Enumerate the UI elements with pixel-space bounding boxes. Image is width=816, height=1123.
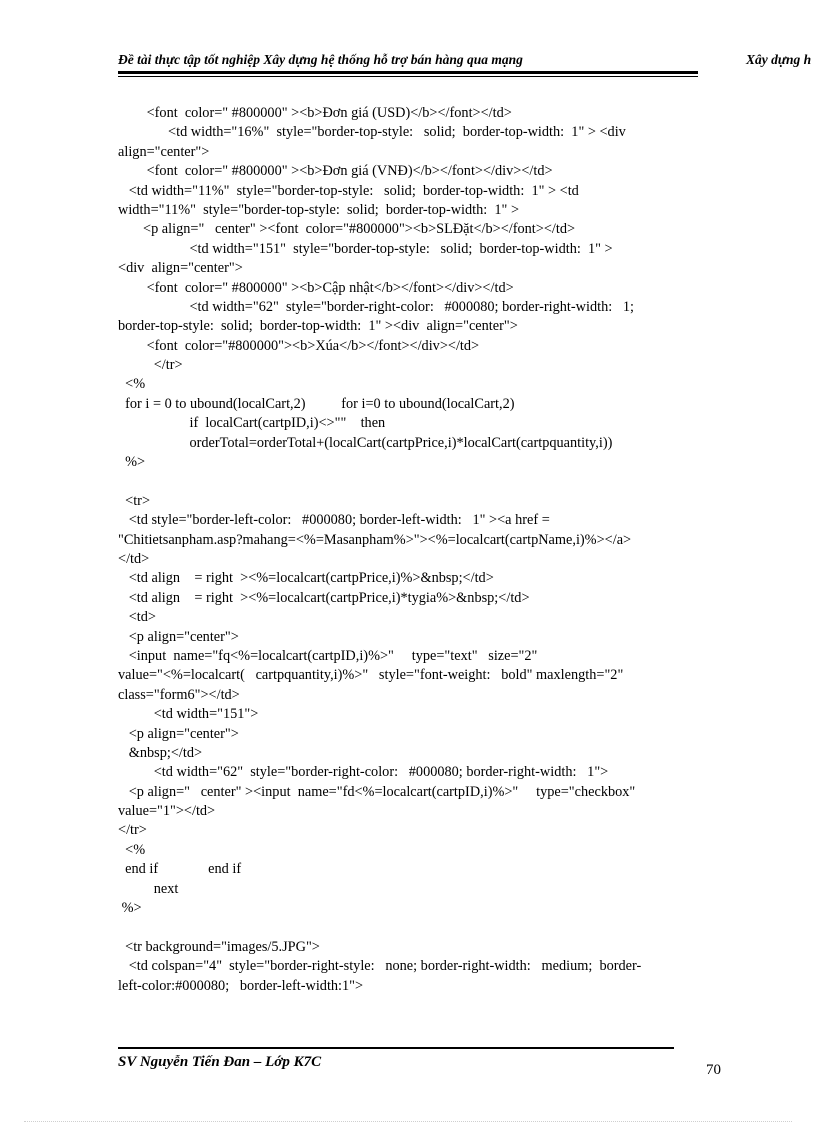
code-line: <td width="151" style="border-top-style: solid; border-top-width: 1" > <box>118 240 613 257</box>
footer-author: SV Nguyễn Tiến Đan – Lớp K7C <box>118 1054 322 1070</box>
code-line: orderTotal=orderTotal+(localCart(cartpPrice,i)*localCart(cartpquantity,i)) <box>118 434 613 451</box>
page-edge-divider <box>24 1121 792 1122</box>
code-line: <td width="151"> <box>118 706 259 723</box>
code-line: <input name="fq<%=localcart(cartpID,i)%>" type="text" size="2" <box>118 647 538 664</box>
code-line: <td width="62" style="border-right-color: #000080; border-right-width: 1"> <box>118 764 609 781</box>
code-line: <font color=" #800000" ><b>Đơn giá (USD)</b></font></td> <box>118 105 512 121</box>
code-line: value="1"></td> <box>118 803 216 820</box>
code-line: <p align=" center" ><input name="fd<%=localcart(cartpID,i)%>" type="checkbox" <box>118 783 636 800</box>
code-line: <% <box>118 376 146 393</box>
code-line: <tr background="images/5.JPG"> <box>118 938 320 955</box>
code-line: <font color="#800000"><b>Xúa</b></font></div></td> <box>118 337 480 354</box>
code-line: %> <box>118 900 142 917</box>
header-title: Đề tài thực tập tốt nghiệp Xây dựng hệ thống hỗ trợ bán hàng qua mạng <box>118 52 523 67</box>
code-line <box>118 918 718 937</box>
header-rule-thick <box>118 71 698 74</box>
code-line: <% <box>118 841 146 858</box>
code-line: <td> <box>118 609 156 626</box>
code-line: <td style="border-left-color: #000080; border-left-width: 1" ><a href = <box>118 512 550 529</box>
code-line: </td> <box>118 550 150 567</box>
code-line: class="form6"></td> <box>118 686 240 703</box>
footer-rule <box>118 1047 674 1049</box>
code-line: "Chitietsanpham.asp?mahang=<%=Masanpham%>"><%=localcart(cartpName,i)%></a> <box>118 531 632 548</box>
code-line: <p align=" center" ><font color="#800000"><b>SLĐặt</b></font></td> <box>118 221 576 238</box>
code-line: %> <box>118 454 146 471</box>
code-line: for i = 0 to ubound(localCart,2) for i=0 to ubound(localCart,2) <box>118 395 515 412</box>
code-line: <div align="center"> <box>118 260 243 277</box>
code-line: <td align = right ><%=localcart(cartpPrice,i)*tygia%>&nbsp;</td> <box>118 589 530 606</box>
code-line: end if end if <box>118 861 242 878</box>
code-line: <font color=" #800000" ><b>Đơn giá (VNĐ)</b></font></div></td> <box>118 163 553 180</box>
code-listing <box>118 104 718 996</box>
header-rule-thin <box>118 76 698 77</box>
code-line: next <box>118 880 179 897</box>
code-line: value="<%=localcart( cartpquantity,i)%>" style="font-weight: bold" maxlength="2" <box>118 667 624 684</box>
code-line: <td width="16%" style="border-top-style: solid; border-top-width: 1" > <div <box>118 124 626 141</box>
code-line: <font color=" #800000" ><b>Cập nhật</b></font></div></td> <box>118 279 514 296</box>
code-line: &nbsp;</td> <box>118 744 203 761</box>
code-line: left-color:#000080; border-left-width:1"> <box>118 977 364 994</box>
code-line: <tr> <box>118 492 151 509</box>
header-chapter-title: Xây dựng h <box>746 52 812 67</box>
code-line: if localCart(cartpID,i)<>"" then <box>118 415 386 432</box>
code-line <box>118 472 718 491</box>
code-line: <p align="center"> <box>118 628 239 645</box>
code-line: width="11%" style="border-top-style: solid; border-top-width: 1" > <box>118 201 520 218</box>
code-line: <td colspan="4" style="border-right-style: none; border-right-width: medium; border- <box>118 958 642 975</box>
code-line: <p align="center"> <box>118 725 239 742</box>
code-line: <td width="62" style="border-right-color: #000080; border-right-width: 1; <box>118 298 635 315</box>
page-number: 70 <box>706 1062 721 1078</box>
code-line: border-top-style: solid; border-top-width: 1" ><div align="center"> <box>118 318 518 335</box>
code-line: </tr> <box>118 357 183 374</box>
code-line: </tr> <box>118 822 147 839</box>
code-line: align="center"> <box>118 143 210 160</box>
code-line: <td width="11%" style="border-top-style: solid; border-top-width: 1" > <td <box>118 182 579 199</box>
code-line: <td align = right ><%=localcart(cartpPrice,i)%>&nbsp;</td> <box>118 570 494 587</box>
